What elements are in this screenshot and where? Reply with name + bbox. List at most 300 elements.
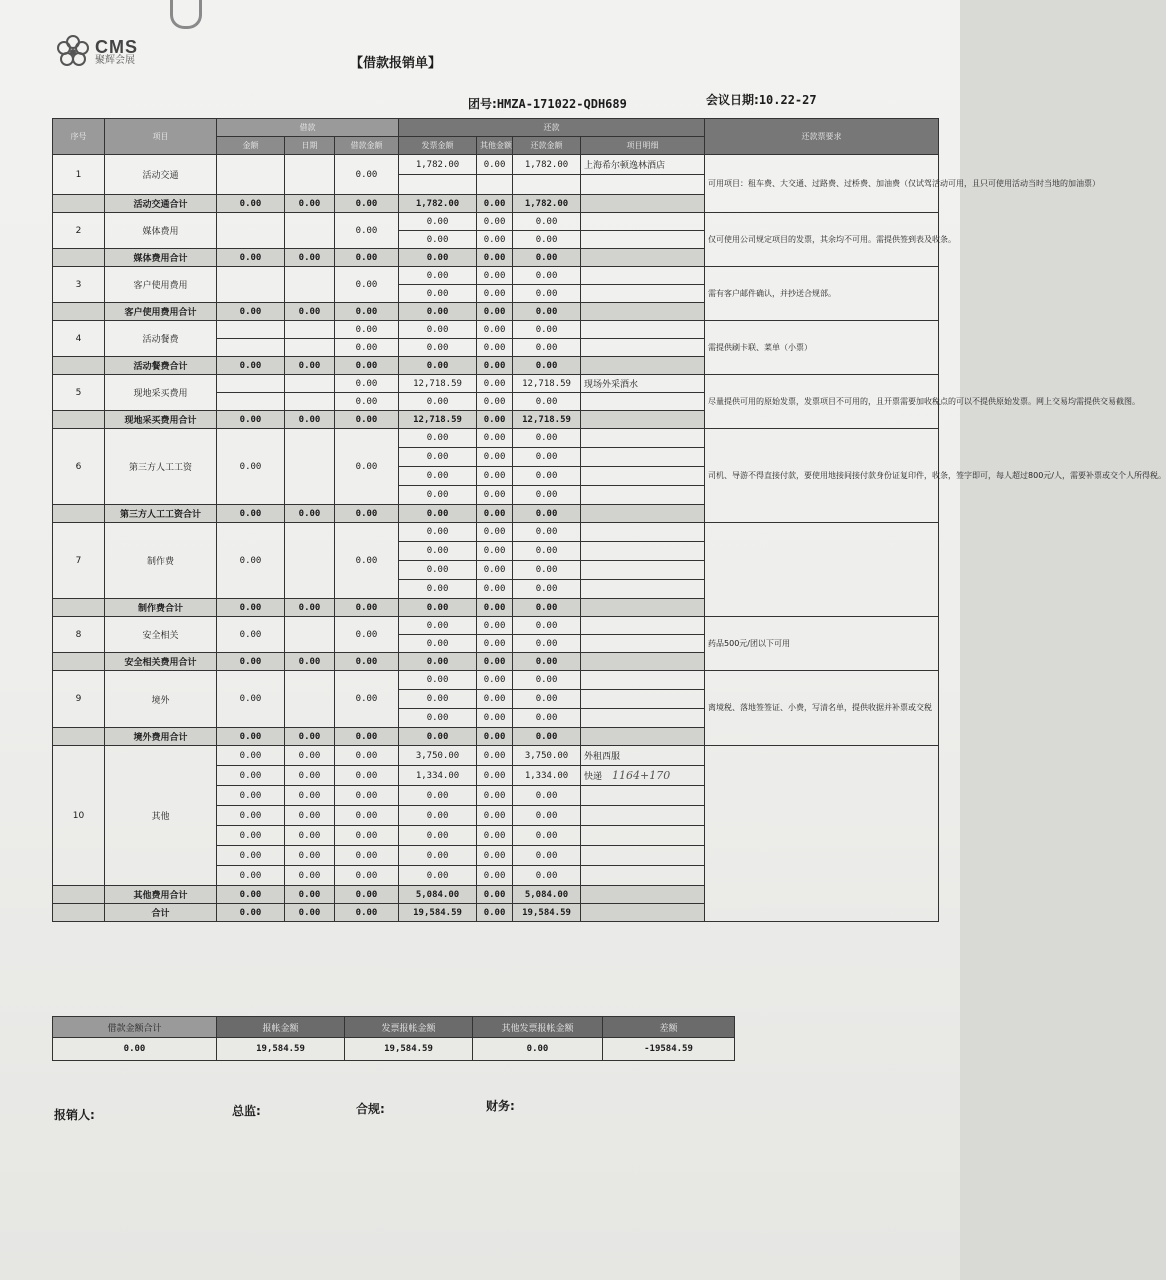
subtotal-repay: 0.00 [513,653,581,671]
subtotal-date: 0.00 [285,728,335,746]
signature-compliance: 合规: [356,1102,385,1116]
row-repay-amount: 0.00 [513,486,581,505]
subtotal-blank [53,411,105,429]
subtotal-blank [53,653,105,671]
row-borrow-amount: 0.00 [335,523,399,599]
row-other-amount: 0.00 [477,429,513,448]
group-number-label: 团号: [468,97,497,111]
row-detail [581,393,705,411]
row-item-name: 媒体费用 [105,213,217,249]
subtotal-amount: 0.00 [217,728,285,746]
row-amount [217,321,285,339]
row-repay-amount: 0.00 [513,786,581,806]
row-date [285,155,335,195]
table-row [53,429,939,448]
signature-reporter: 报销人: [54,1108,95,1122]
subtotal-date: 0.00 [285,249,335,267]
subtotal-amount: 0.00 [217,653,285,671]
row-repay-amount [513,175,581,195]
row-amount [217,393,285,411]
row-borrow-amount: 0.00 [335,267,399,303]
row-other-amount: 0.00 [477,617,513,635]
row-repay-amount: 0.00 [513,429,581,448]
row-date [285,213,335,249]
row-borrow-amount: 0.00 [335,375,399,393]
row-repay-amount: 0.00 [513,709,581,728]
row-repay-amount: 0.00 [513,213,581,231]
row-seq: 9 [53,671,105,728]
meeting-date [706,91,817,108]
row-item-name: 境外 [105,671,217,728]
subtotal-date: 0.00 [285,599,335,617]
subtotal-repay: 0.00 [513,249,581,267]
row-seq: 8 [53,617,105,653]
row-item-name: 其他 [105,746,217,886]
row-detail [581,846,705,866]
subtotal-amount: 0.00 [217,505,285,523]
table-row [53,213,939,231]
subtotal-detail [581,249,705,267]
row-other-amount: 0.00 [477,635,513,653]
subtotal-amount: 0.00 [217,303,285,321]
flower-logo-icon [55,34,91,70]
subtotal-label: 其他费用合计 [105,886,217,904]
subtotal-date: 0.00 [285,195,335,213]
row-amount: 0.00 [217,866,285,886]
subtotal-label: 客户使用费用合计 [105,303,217,321]
row-borrow-amount: 0.00 [335,866,399,886]
row-repay-amount: 0.00 [513,231,581,249]
row-item-name: 现地采买费用 [105,375,217,411]
row-item-name: 第三方人工工资 [105,429,217,505]
row-seq: 2 [53,213,105,249]
row-detail: 现场外采酒水 [581,375,705,393]
header-amount: 金额 [217,137,285,155]
row-invoice-amount: 0.00 [399,866,477,886]
row-requirement: 可用项目：租车费、大交通、过路费、过桥费、加油费（仅试驾活动可用，且只可使用活动当时当地的加油票） [705,155,939,213]
subtotal-borrow: 0.00 [335,303,399,321]
subtotal-invoice: 0.00 [399,728,477,746]
row-invoice-amount: 0.00 [399,709,477,728]
header-item: 项目 [105,119,217,155]
row-borrow-amount: 0.00 [335,766,399,786]
row-date [285,339,335,357]
row-repay-amount: 0.00 [513,806,581,826]
header-detail: 项目明细 [581,137,705,155]
meeting-date-value: 10.22-27 [758,93,817,107]
subtotal-detail [581,653,705,671]
subtotal-date: 0.00 [285,653,335,671]
subtotal-repay: 12,718.59 [513,411,581,429]
table-row [53,375,939,393]
paper-clip-icon [170,0,202,29]
row-date [285,671,335,728]
subtotal-borrow: 0.00 [335,505,399,523]
row-detail [581,542,705,561]
row-repay-amount: 0.00 [513,866,581,886]
row-requirement: 需提供刷卡联、菜单（小票） [705,321,939,375]
subtotal-invoice: 0.00 [399,505,477,523]
subtotal-amount: 0.00 [217,599,285,617]
subtotal-borrow: 0.00 [335,653,399,671]
subtotal-invoice: 1,782.00 [399,195,477,213]
row-detail [581,213,705,231]
subtotal-borrow: 0.00 [335,357,399,375]
row-other-amount: 0.00 [477,213,513,231]
summary-header-other-invoice: 其他发票报帐金额 [473,1017,603,1038]
subtotal-label: 现地采买费用合计 [105,411,217,429]
row-other-amount: 0.00 [477,231,513,249]
subtotal-invoice: 12,718.59 [399,411,477,429]
row-borrow-amount: 0.00 [335,826,399,846]
row-seq: 7 [53,523,105,599]
subtotal-label: 合计 [105,904,217,922]
row-other-amount [477,175,513,195]
row-seq: 10 [53,746,105,886]
row-item-name: 制作费 [105,523,217,599]
row-detail [581,339,705,357]
subtotal-repay: 19,584.59 [513,904,581,922]
summary-table [52,1016,735,1061]
logo-subtitle: 聚辉会展 [95,55,135,66]
row-amount: 0.00 [217,826,285,846]
row-amount [217,375,285,393]
row-amount [217,155,285,195]
row-borrow-amount: 0.00 [335,846,399,866]
row-repay-amount: 0.00 [513,671,581,690]
row-detail [581,429,705,448]
table-row [53,617,939,635]
row-other-amount: 0.00 [477,561,513,580]
row-invoice-amount: 0.00 [399,393,477,411]
header-repay-amount: 还款金额 [513,137,581,155]
row-other-amount: 0.00 [477,542,513,561]
subtotal-blank [53,303,105,321]
row-invoice-amount: 12,718.59 [399,375,477,393]
row-date [285,429,335,505]
row-detail [581,231,705,249]
subtotal-label: 第三方人工工资合计 [105,505,217,523]
header-seq: 序号 [53,119,105,155]
row-other-amount: 0.00 [477,709,513,728]
row-detail [581,635,705,653]
row-invoice-amount: 0.00 [399,617,477,635]
document-title: 【借款报销单】 [350,56,442,71]
row-detail [581,580,705,599]
summary-header-report-amount: 报帐金额 [217,1017,345,1038]
row-detail [581,267,705,285]
row-amount: 0.00 [217,846,285,866]
row-repay-amount: 0.00 [513,321,581,339]
row-seq: 5 [53,375,105,411]
subtotal-repay: 0.00 [513,357,581,375]
company-logo [55,34,138,70]
row-other-amount: 0.00 [477,846,513,866]
row-requirement: 需有客户邮件确认，并抄送合规部。 [705,267,939,321]
subtotal-other: 0.00 [477,505,513,523]
subtotal-blank [53,728,105,746]
subtotal-invoice: 0.00 [399,303,477,321]
row-other-amount: 0.00 [477,786,513,806]
row-repay-amount: 0.00 [513,635,581,653]
subtotal-invoice: 0.00 [399,357,477,375]
row-invoice-amount: 0.00 [399,429,477,448]
subtotal-blank [53,195,105,213]
subtotal-other: 0.00 [477,653,513,671]
expense-table [52,118,1166,922]
subtotal-date: 0.00 [285,886,335,904]
summary-invoice-report: 19,584.59 [345,1038,473,1061]
row-requirement: 司机、导游不得直接付款，要使用地接间接付款身份证复印件，收条，签字即可，每人超过800元/人，需要补票或交个人所得税。 [705,429,939,523]
subtotal-other: 0.00 [477,599,513,617]
subtotal-detail [581,886,705,904]
subtotal-other: 0.00 [477,303,513,321]
row-amount [217,267,285,303]
row-date [285,375,335,393]
subtotal-label: 活动餐费合计 [105,357,217,375]
row-invoice-amount [399,175,477,195]
header-borrow-amount: 借款金额 [335,137,399,155]
subtotal-repay: 0.00 [513,599,581,617]
row-amount: 0.00 [217,671,285,728]
header-repay: 还款 [399,119,705,137]
row-other-amount: 0.00 [477,339,513,357]
row-detail [581,690,705,709]
meeting-date-label: 会议日期: [706,93,759,107]
subtotal-detail [581,904,705,922]
row-repay-amount: 0.00 [513,826,581,846]
row-invoice-amount: 0.00 [399,231,477,249]
row-invoice-amount: 3,750.00 [399,746,477,766]
subtotal-repay: 0.00 [513,728,581,746]
row-seq: 1 [53,155,105,195]
subtotal-amount: 0.00 [217,249,285,267]
row-other-amount: 0.00 [477,155,513,175]
row-requirement [705,746,939,922]
row-repay-amount: 3,750.00 [513,746,581,766]
row-requirement [705,523,939,617]
row-borrow-amount: 0.00 [335,806,399,826]
row-amount: 0.00 [217,523,285,599]
row-detail [581,523,705,542]
subtotal-date: 0.00 [285,904,335,922]
row-invoice-amount: 1,334.00 [399,766,477,786]
row-borrow-amount: 0.00 [335,429,399,505]
subtotal-detail [581,303,705,321]
table-row [53,523,939,542]
row-repay-amount: 1,782.00 [513,155,581,175]
row-other-amount: 0.00 [477,671,513,690]
row-invoice-amount: 1,782.00 [399,155,477,175]
row-amount: 0.00 [217,617,285,653]
row-amount [217,339,285,357]
subtotal-label: 媒体费用合计 [105,249,217,267]
row-repay-amount: 0.00 [513,448,581,467]
summary-header-difference: 差额 [603,1017,735,1038]
row-detail-text: 快递 [584,772,603,782]
header-requirement: 还款票要求 [705,119,939,155]
row-date [285,321,335,339]
subtotal-other: 0.00 [477,728,513,746]
row-detail [581,766,705,786]
row-amount: 0.00 [217,786,285,806]
row-date: 0.00 [285,866,335,886]
subtotal-amount: 0.00 [217,195,285,213]
subtotal-other: 0.00 [477,904,513,922]
table-row [53,746,939,766]
subtotal-blank [53,599,105,617]
summary-report-amount: 19,584.59 [217,1038,345,1061]
subtotal-detail [581,505,705,523]
row-date [285,393,335,411]
subtotal-other: 0.00 [477,411,513,429]
row-invoice-amount: 0.00 [399,542,477,561]
row-requirement: 仅可使用公司规定项目的发票，其余均不可用。需提供签到表及收条。 [705,213,939,267]
row-detail [581,746,705,766]
subtotal-date: 0.00 [285,411,335,429]
row-invoice-amount: 0.00 [399,786,477,806]
row-other-amount: 0.00 [477,486,513,505]
subtotal-label: 安全相关费用合计 [105,653,217,671]
row-invoice-amount: 0.00 [399,826,477,846]
row-amount: 0.00 [217,766,285,786]
row-detail: 上海希尔顿逸林酒店 [581,155,705,175]
row-invoice-amount: 0.00 [399,467,477,486]
subtotal-invoice: 0.00 [399,249,477,267]
row-invoice-amount: 0.00 [399,213,477,231]
row-borrow-amount: 0.00 [335,321,399,339]
row-invoice-amount: 0.00 [399,846,477,866]
row-detail [581,467,705,486]
group-number [468,95,627,112]
subtotal-repay: 1,782.00 [513,195,581,213]
logo-brand: CMS [95,37,138,57]
row-detail [581,786,705,806]
row-seq: 4 [53,321,105,357]
signature-finance: 财务: [486,1099,515,1113]
row-repay-amount: 0.00 [513,467,581,486]
subtotal-date: 0.00 [285,303,335,321]
subtotal-invoice: 5,084.00 [399,886,477,904]
row-other-amount: 0.00 [477,806,513,826]
row-item-name: 活动交通 [105,155,217,195]
row-repay-amount: 0.00 [513,267,581,285]
signature-director: 总监: [232,1104,261,1118]
summary-header-borrow-total: 借款金额合计 [53,1017,217,1038]
row-invoice-amount: 0.00 [399,285,477,303]
row-borrow-amount: 0.00 [335,213,399,249]
row-other-amount: 0.00 [477,826,513,846]
subtotal-detail [581,599,705,617]
row-detail [581,561,705,580]
summary-difference: -19584.59 [603,1038,735,1061]
row-repay-amount: 0.00 [513,580,581,599]
row-amount: 0.00 [217,806,285,826]
subtotal-amount: 0.00 [217,411,285,429]
row-repay-amount: 0.00 [513,393,581,411]
subtotal-amount: 0.00 [217,886,285,904]
header-date: 日期 [285,137,335,155]
row-other-amount: 0.00 [477,690,513,709]
row-detail [581,175,705,195]
subtotal-other: 0.00 [477,357,513,375]
row-other-amount: 0.00 [477,766,513,786]
row-other-amount: 0.00 [477,375,513,393]
row-requirement: 尽量提供可用的原始发票，发票项目不可用的，且开票需要加收税点的可以不提供原始发票。网上交易均需提供交易截图。 [705,375,939,429]
subtotal-other: 0.00 [477,886,513,904]
row-repay-amount: 0.00 [513,617,581,635]
row-requirement: 离境税、落地签签证、小费，写清名单，提供收据并补票或交税 [705,671,939,746]
row-other-amount: 0.00 [477,746,513,766]
row-date: 0.00 [285,746,335,766]
row-invoice-amount: 0.00 [399,486,477,505]
row-borrow-amount: 0.00 [335,617,399,653]
row-borrow-amount: 0.00 [335,155,399,195]
header-borrow: 借款 [217,119,399,137]
subtotal-date: 0.00 [285,505,335,523]
subtotal-invoice: 0.00 [399,653,477,671]
row-amount [217,213,285,249]
subtotal-blank [53,886,105,904]
row-other-amount: 0.00 [477,448,513,467]
table-row [53,321,939,339]
subtotal-borrow: 0.00 [335,249,399,267]
subtotal-label: 境外费用合计 [105,728,217,746]
subtotal-amount: 0.00 [217,904,285,922]
row-detail [581,709,705,728]
row-repay-amount: 0.00 [513,542,581,561]
row-other-amount: 0.00 [477,393,513,411]
subtotal-label: 活动交通合计 [105,195,217,213]
row-repay-amount: 0.00 [513,561,581,580]
row-detail [581,486,705,505]
row-detail [581,826,705,846]
row-detail [581,806,705,826]
subtotal-label: 制作费合计 [105,599,217,617]
row-borrow-amount: 0.00 [335,339,399,357]
subtotal-borrow: 0.00 [335,599,399,617]
table-row [53,267,939,285]
subtotal-invoice: 0.00 [399,599,477,617]
handwritten-note: 1164+170 [612,769,671,782]
subtotal-blank [53,249,105,267]
row-invoice-amount: 0.00 [399,339,477,357]
row-repay-amount: 0.00 [513,523,581,542]
row-borrow-amount: 0.00 [335,746,399,766]
row-detail [581,448,705,467]
row-other-amount: 0.00 [477,321,513,339]
row-detail [581,285,705,303]
row-other-amount: 0.00 [477,523,513,542]
header-other-amount: 其他金额 [477,137,513,155]
subtotal-detail [581,195,705,213]
subtotal-detail [581,411,705,429]
row-detail [581,671,705,690]
row-date [285,267,335,303]
row-repay-amount: 1,334.00 [513,766,581,786]
subtotal-invoice: 19,584.59 [399,904,477,922]
row-date: 0.00 [285,786,335,806]
summary-header-invoice-report: 发票报帐金额 [345,1017,473,1038]
row-item-name: 客户使用费用 [105,267,217,303]
subtotal-borrow: 0.00 [335,411,399,429]
row-borrow-amount: 0.00 [335,786,399,806]
row-detail-text: 外租西服 [584,752,621,762]
row-date: 0.00 [285,826,335,846]
subtotal-borrow: 0.00 [335,728,399,746]
subtotal-date: 0.00 [285,357,335,375]
row-repay-amount: 0.00 [513,339,581,357]
